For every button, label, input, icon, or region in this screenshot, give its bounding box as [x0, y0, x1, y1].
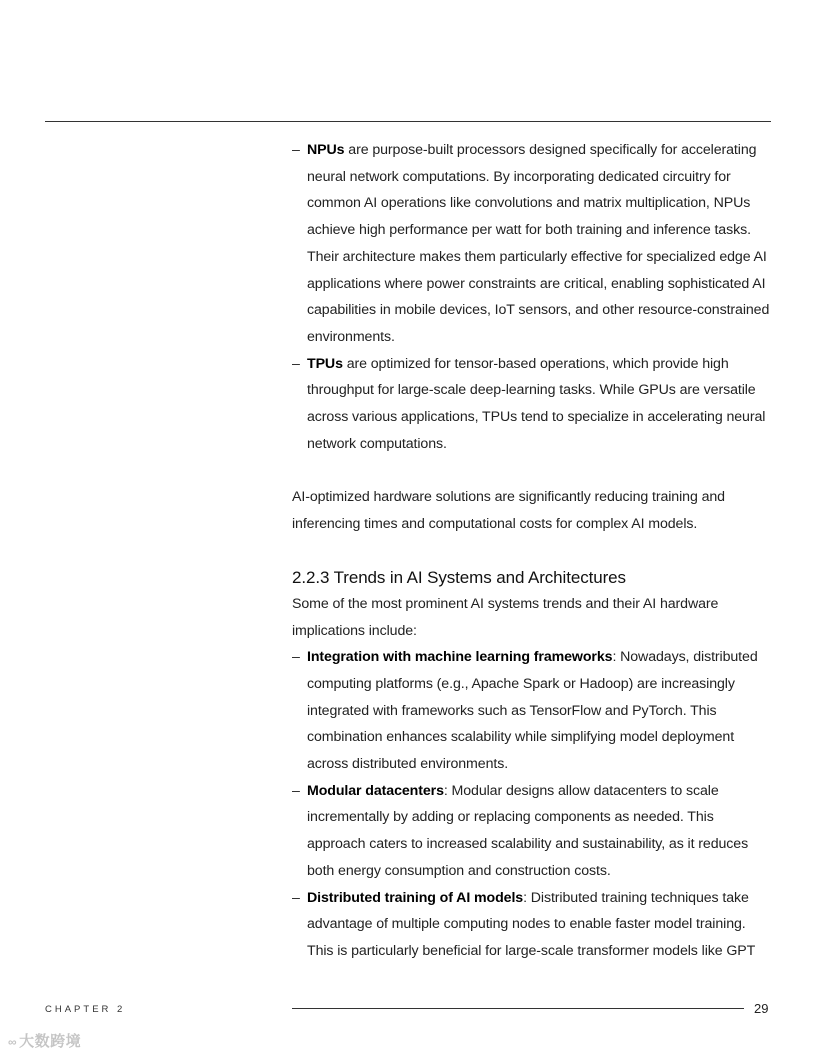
list-dash: –	[292, 889, 300, 906]
list-item-term: Modular datacenters	[307, 782, 444, 799]
watermark-logo-icon: ∞	[8, 1035, 18, 1049]
trends-list	[292, 644, 772, 964]
chapter-label: CHAPTER 2	[45, 1004, 126, 1015]
page-body	[292, 137, 772, 965]
footer-divider	[292, 1008, 744, 1009]
list-dash: –	[292, 142, 300, 158]
list-item-term: Distributed training of AI models	[307, 889, 524, 906]
page-number: 29	[754, 1001, 769, 1016]
section-heading: 2.2.3 Trends in AI Systems and Architectures	[292, 567, 626, 587]
list-item	[292, 885, 772, 965]
list-item	[292, 351, 772, 458]
list-item-text: : Nowadays, distributed computing platforms (e.g., Apache Spark or Hadoop) are increasingly integrated with frameworks such as TensorFlow and PyTorch. This combination enhances scalability while simplifying model deployment across distributed environments.	[307, 649, 758, 773]
list-item	[292, 644, 772, 778]
list-item-term: NPUs	[307, 142, 345, 158]
list-item-text: are purpose-built processors designed specifically for accelerating neural network computations. By incorporating dedicated circuitry for common AI operations like convolutions and matrix multiplication, NPUs achieve high performance per watt for both training and inference tasks. Their architecture makes them particularly effective for specialized edge AI applications where power constraints are critical, enabling sophisticated AI capabilities in mobile devices, IoT sensors, and other resource-constrained environments.	[307, 142, 770, 345]
watermark-text: 大数跨境	[19, 1033, 82, 1050]
list-item-text: : Modular designs allow datacenters to scale incrementally by adding or replacing components as needed. This approach caters to increased scalability and sustainability, as it reduces both energy consumption and construction costs.	[307, 782, 749, 879]
list-dash: –	[292, 782, 300, 799]
list-dash: –	[292, 649, 300, 666]
list-dash: –	[292, 355, 300, 372]
summary-paragraph: AI-optimized hardware solutions are significantly reducing training and inferencing times and computational costs for complex AI models.	[292, 489, 725, 533]
list-item-term: TPUs	[307, 355, 343, 372]
list-item	[292, 137, 772, 351]
list-item-text: : Distributed training techniques take advantage of multiple computing nodes to enable faster model training. This is particularly beneficial for large-scale transformer models like GPT	[307, 889, 756, 959]
list-item-term: Integration with machine learning frameworks	[307, 649, 613, 666]
watermark	[8, 1030, 81, 1051]
processor-list	[292, 137, 772, 457]
intro-paragraph: Some of the most prominent AI systems trends and their AI hardware implications include:	[292, 595, 719, 639]
header-divider	[45, 121, 771, 122]
list-item-text: are optimized for tensor-based operations, which provide high throughput for large-scale deep-learning tasks. While GPUs are versatile across various applications, TPUs tend to specialize in accelerating neural network computations.	[307, 355, 766, 452]
list-item	[292, 778, 772, 885]
